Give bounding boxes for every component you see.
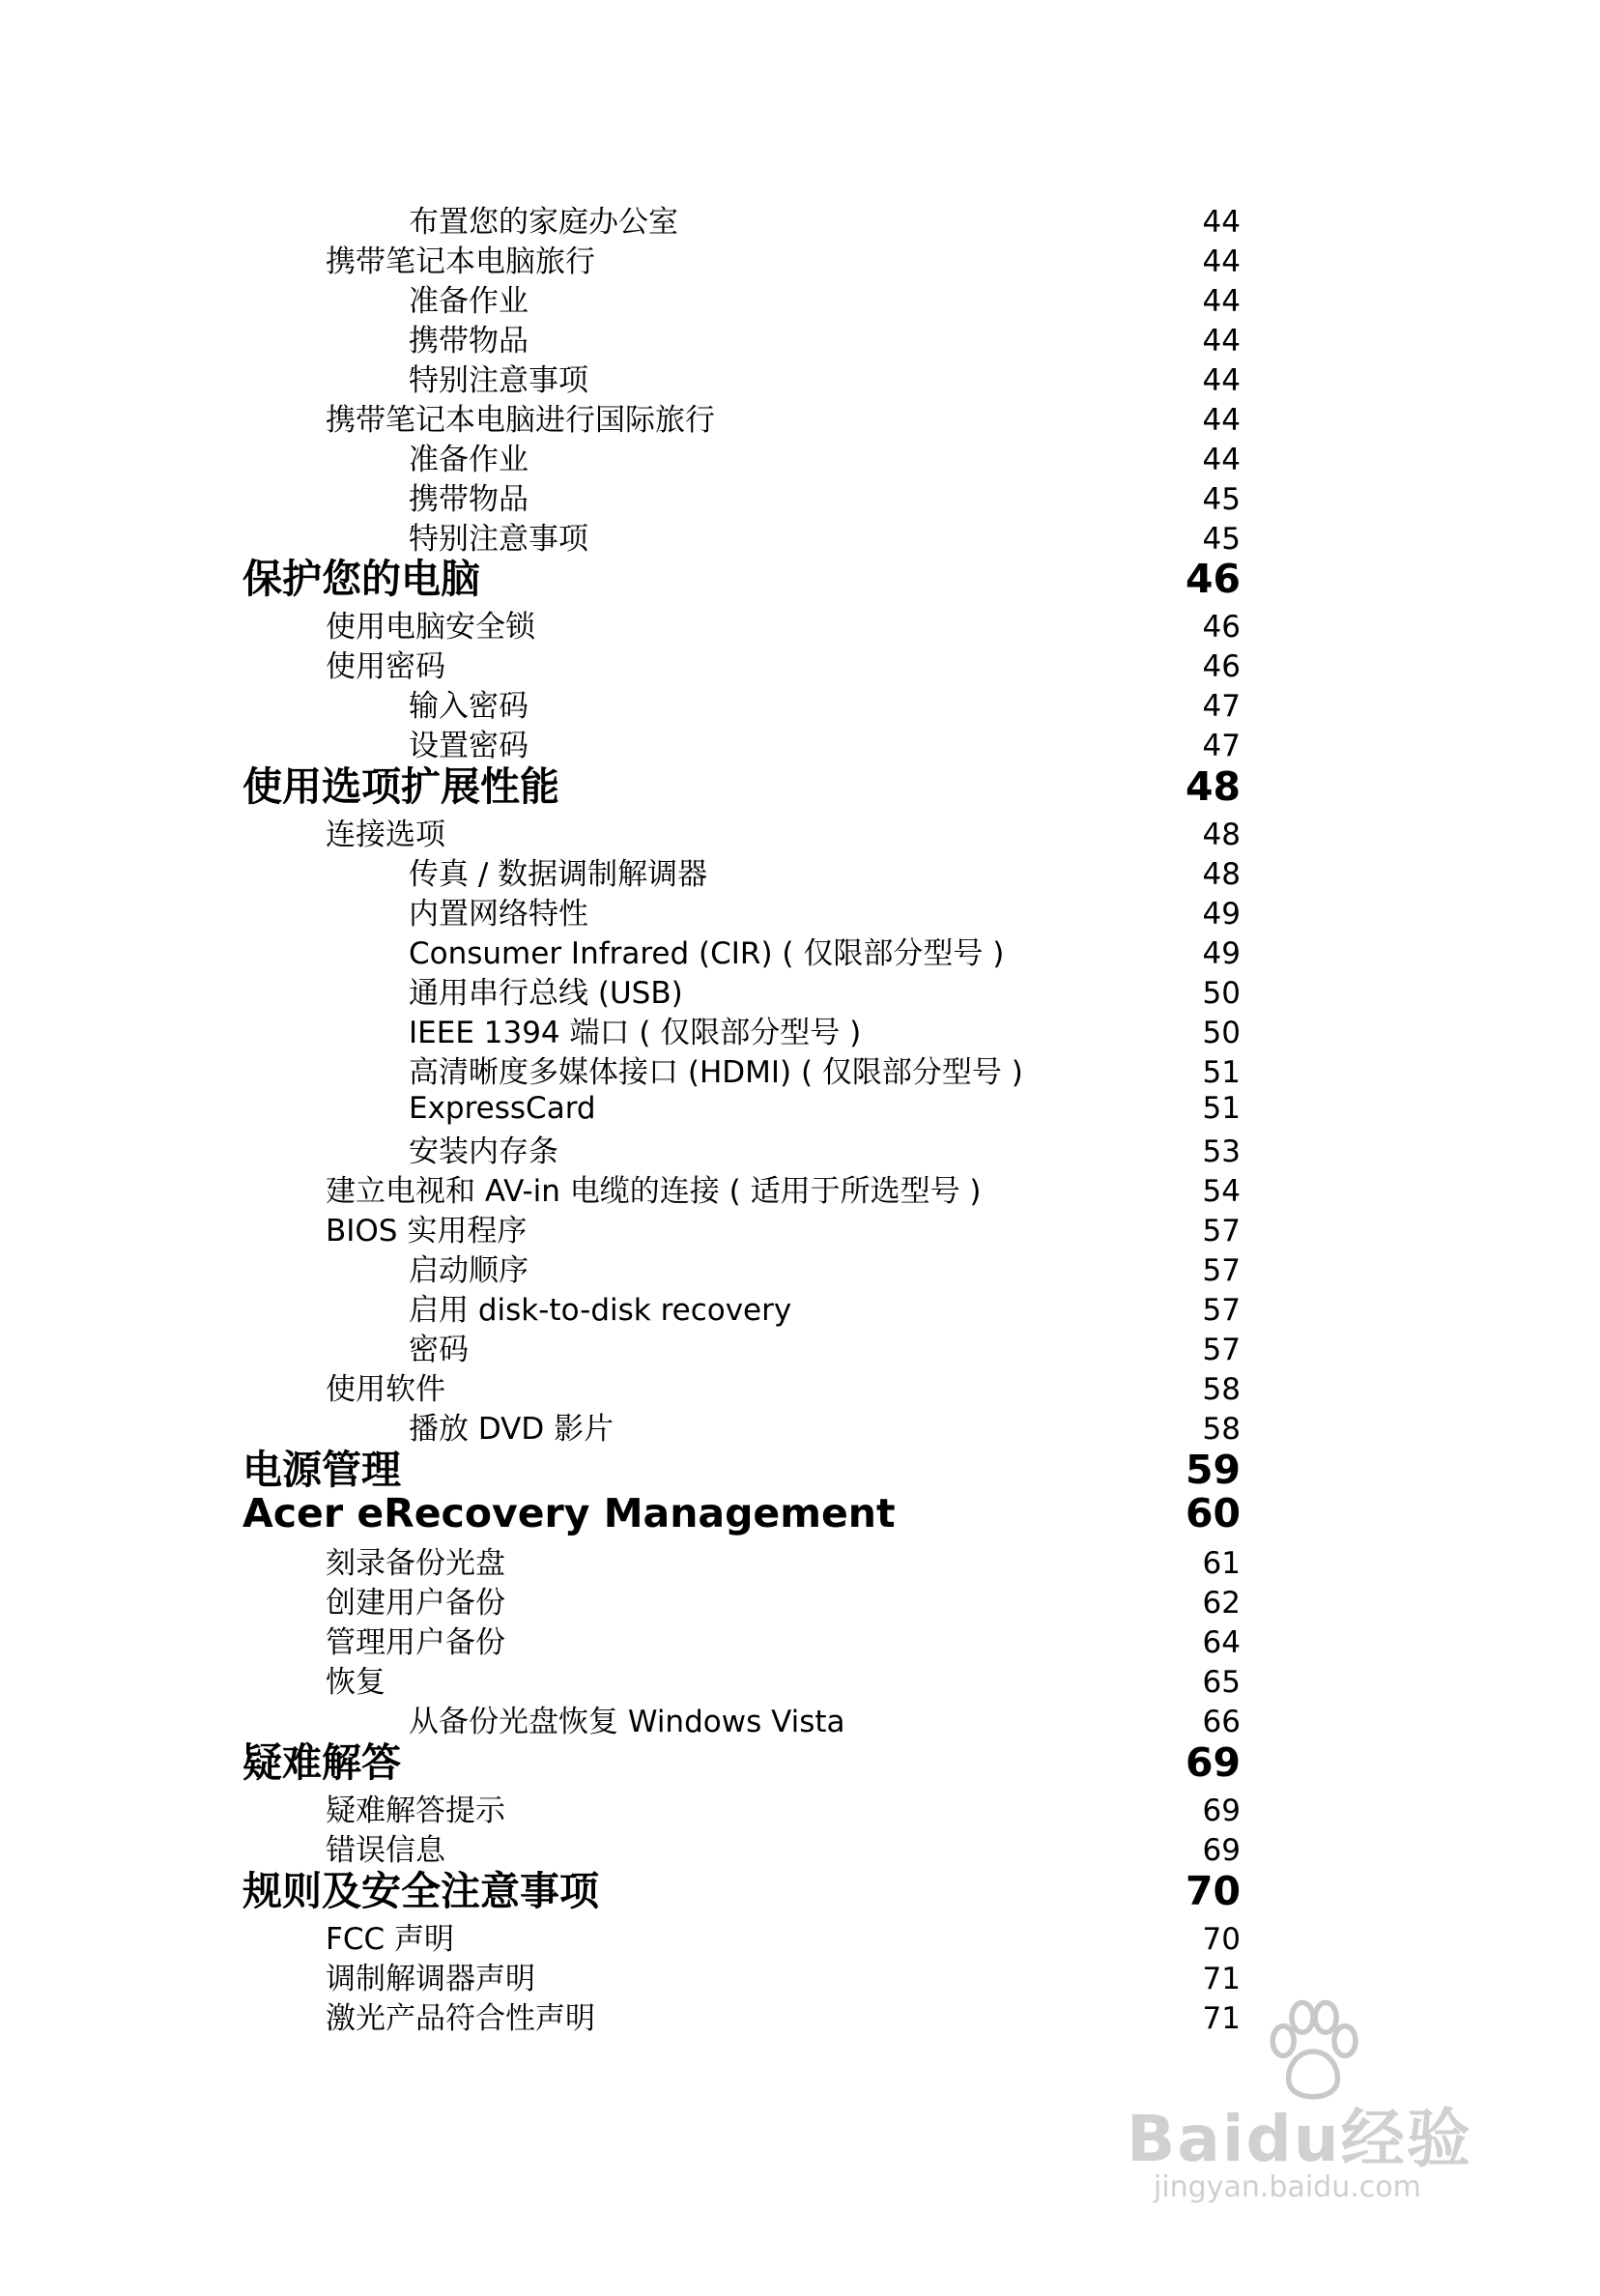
baidu-jingyan-watermark — [1127, 1998, 1494, 2221]
toc-chapter-title: 保护您的电脑 — [243, 556, 480, 602]
toc-entry-title: 内置网络特性 — [409, 897, 588, 932]
toc-entry-page: 50 — [1202, 976, 1241, 1011]
toc-entry-title: 恢复 — [326, 1665, 386, 1700]
toc-entry-page: 69 — [1202, 1794, 1241, 1828]
toc-entry-title: 疑难解答提示 — [326, 1794, 505, 1828]
toc-entry-title: 准备作业 — [409, 443, 529, 477]
toc-entry-page: 46 — [1202, 610, 1241, 645]
toc-entry-page: 44 — [1202, 403, 1241, 438]
toc-entry-title: 创建用户备份 — [326, 1586, 505, 1621]
toc-chapter — [0, 1447, 1600, 1493]
toc-entry-page: 44 — [1202, 443, 1241, 477]
toc-entry-page: 51 — [1202, 1055, 1241, 1090]
toc-chapter — [0, 763, 1600, 810]
toc-entry-title: 通用串行总线 (USB) — [409, 976, 683, 1011]
toc-entry — [0, 1916, 1600, 1955]
toc-entry-page: 47 — [1202, 729, 1241, 763]
toc-chapter — [0, 1868, 1600, 1914]
toc-entry-title: FCC 声明 — [326, 1922, 454, 1957]
toc-chapter-page: 60 — [1185, 1490, 1241, 1536]
toc-entry-page: 51 — [1202, 1091, 1241, 1126]
toc-entry-page: 69 — [1202, 1833, 1241, 1868]
toc-entry-title: 特别注意事项 — [409, 363, 588, 398]
toc-chapter — [0, 1739, 1600, 1786]
toc-entry — [0, 644, 1600, 682]
toc-entry-page: 71 — [1202, 1962, 1241, 1996]
toc-entry-page: 57 — [1202, 1214, 1241, 1248]
toc-entry-page: 45 — [1202, 522, 1241, 557]
toc-entry-title: 启用 disk-to-disk recovery — [409, 1293, 792, 1328]
toc-entry — [0, 516, 1600, 555]
toc-entry-page: 44 — [1202, 284, 1241, 319]
toc-entry-page: 62 — [1202, 1586, 1241, 1621]
toc-chapter-title: 疑难解答 — [243, 1739, 401, 1786]
toc-entry — [0, 604, 1600, 643]
toc-entry-title: 高清晰度多媒体接口 (HDMI) ( 仅限部分型号 ) — [409, 1055, 1023, 1090]
toc-chapter-title: Acer eRecovery Management — [243, 1490, 896, 1536]
toc-entry — [0, 1788, 1600, 1826]
toc-entry-page: 58 — [1202, 1372, 1241, 1407]
watermark-url: jingyan.baidu.com — [1154, 2170, 1421, 2204]
toc-entry — [0, 1827, 1600, 1866]
toc-entry-page: 46 — [1202, 649, 1241, 684]
toc-entry-title: 调制解调器声明 — [326, 1962, 535, 1996]
watermark-brand: Baidu经验 — [1127, 2102, 1472, 2176]
toc-chapter — [0, 1490, 1600, 1536]
toc-entry — [0, 970, 1600, 1009]
toc-entry-page: 65 — [1202, 1665, 1241, 1700]
toc-entry-title: 密码 — [409, 1333, 469, 1367]
toc-entry — [0, 1580, 1600, 1619]
toc-entry-page: 57 — [1202, 1333, 1241, 1367]
toc-entry-title: 输入密码 — [409, 689, 529, 724]
toc-entry — [0, 1168, 1600, 1207]
toc-entry-page: 44 — [1202, 205, 1241, 240]
toc-entry-title: IEEE 1394 端口 ( 仅限部分型号 ) — [409, 1016, 862, 1050]
toc-entry-page: 66 — [1202, 1705, 1241, 1739]
toc-entry — [0, 851, 1600, 890]
toc-entry-page: 71 — [1202, 2001, 1241, 2036]
toc-entry-title: BIOS 实用程序 — [326, 1214, 528, 1248]
toc-chapter — [0, 556, 1600, 602]
toc-entry-page: 45 — [1202, 482, 1241, 517]
toc-entry-title: 携带笔记本电脑进行国际旅行 — [326, 403, 715, 438]
toc-entry-title: 携带笔记本电脑旅行 — [326, 244, 595, 279]
toc-entry — [0, 437, 1600, 475]
toc-entry — [0, 891, 1600, 930]
toc-entry-title: 特别注意事项 — [409, 522, 588, 557]
toc-entry-title: 激光产品符合性声明 — [326, 2001, 595, 2036]
toc-entry-title: 使用电脑安全锁 — [326, 610, 535, 645]
toc-entry-page: 57 — [1202, 1293, 1241, 1328]
toc-chapter-title: 电源管理 — [243, 1447, 401, 1493]
toc-entry — [0, 278, 1600, 317]
toc-entry-page: 50 — [1202, 1016, 1241, 1050]
toc-entry-page: 49 — [1202, 897, 1241, 932]
toc-entry — [0, 1208, 1600, 1247]
toc-entry-page: 47 — [1202, 689, 1241, 724]
toc-entry-page: 61 — [1202, 1546, 1241, 1581]
toc-entry — [0, 1129, 1600, 1167]
toc-entry-title: 管理用户备份 — [326, 1625, 505, 1660]
toc-entry-title: 安装内存条 — [409, 1134, 558, 1169]
toc-entry-title: 从备份光盘恢复 Windows Vista — [409, 1705, 845, 1739]
toc-entry — [0, 358, 1600, 396]
toc-entry — [0, 1659, 1600, 1698]
toc-entry — [0, 683, 1600, 722]
toc-chapter-page: 69 — [1185, 1739, 1241, 1786]
toc-entry-title: 使用密码 — [326, 649, 445, 684]
toc-entry-title: 刻录备份光盘 — [326, 1546, 505, 1581]
toc-entry-title: 设置密码 — [409, 729, 529, 763]
toc-entry — [0, 812, 1600, 850]
toc-chapter-page: 59 — [1185, 1447, 1241, 1493]
toc-entry — [0, 397, 1600, 436]
toc-entry-page: 57 — [1202, 1253, 1241, 1288]
toc-entry-page: 49 — [1202, 936, 1241, 971]
toc-entry-page: 44 — [1202, 244, 1241, 279]
toc-chapter-page: 48 — [1185, 763, 1241, 810]
toc-entry — [0, 1010, 1600, 1048]
toc-entry — [0, 1366, 1600, 1405]
toc-entry-title: 布置您的家庭办公室 — [409, 205, 678, 240]
toc-entry — [0, 318, 1600, 357]
toc-entry — [0, 1327, 1600, 1365]
toc-entry — [0, 1620, 1600, 1658]
toc-entry — [0, 1956, 1600, 1995]
toc-entry-title: 携带物品 — [409, 324, 529, 359]
toc-entry-page: 48 — [1202, 857, 1241, 892]
toc-entry-page: 44 — [1202, 324, 1241, 359]
toc-entry — [0, 1049, 1600, 1088]
toc-entry-title: 携带物品 — [409, 482, 529, 517]
toc-entry-title: 连接选项 — [326, 818, 445, 852]
toc-entry-title: Consumer Infrared (CIR) ( 仅限部分型号 ) — [409, 936, 1005, 971]
toc-entry — [0, 931, 1600, 969]
toc-entry-title: 传真 / 数据调制解调器 — [409, 857, 708, 892]
toc-entry-title: 启动顺序 — [409, 1253, 529, 1288]
toc-entry-page: 53 — [1202, 1134, 1241, 1169]
toc-entry-page: 64 — [1202, 1625, 1241, 1660]
toc-entry-title: 建立电视和 AV-in 电缆的连接 ( 适用于所选型号 ) — [326, 1174, 982, 1209]
toc-entry — [0, 239, 1600, 277]
toc-entry-page: 44 — [1202, 363, 1241, 398]
toc-entry — [0, 1540, 1600, 1579]
toc-entry-title: 错误信息 — [326, 1833, 445, 1868]
toc-entry — [0, 1085, 1600, 1124]
toc-entry-title: 准备作业 — [409, 284, 529, 319]
toc-entry-page: 70 — [1202, 1922, 1241, 1957]
toc-chapter-title: 使用选项扩展性能 — [243, 763, 559, 810]
toc-entry — [0, 1699, 1600, 1737]
toc-entry — [0, 723, 1600, 761]
toc-entry — [0, 476, 1600, 515]
toc-entry — [0, 1406, 1600, 1445]
toc-entry — [0, 1248, 1600, 1286]
toc-entry-title: 使用软件 — [326, 1372, 445, 1407]
toc-entry-page: 54 — [1202, 1174, 1241, 1209]
toc-entry-title: ExpressCard — [409, 1091, 596, 1126]
toc-entry — [0, 1287, 1600, 1326]
toc-entry-page: 58 — [1202, 1412, 1241, 1447]
toc-entry — [0, 199, 1600, 238]
toc-chapter-page: 70 — [1185, 1868, 1241, 1914]
toc-entry-page: 48 — [1202, 818, 1241, 852]
toc-chapter-page: 46 — [1185, 556, 1241, 602]
toc-chapter-title: 规则及安全注意事项 — [243, 1868, 599, 1914]
toc-entry-title: 播放 DVD 影片 — [409, 1412, 614, 1447]
